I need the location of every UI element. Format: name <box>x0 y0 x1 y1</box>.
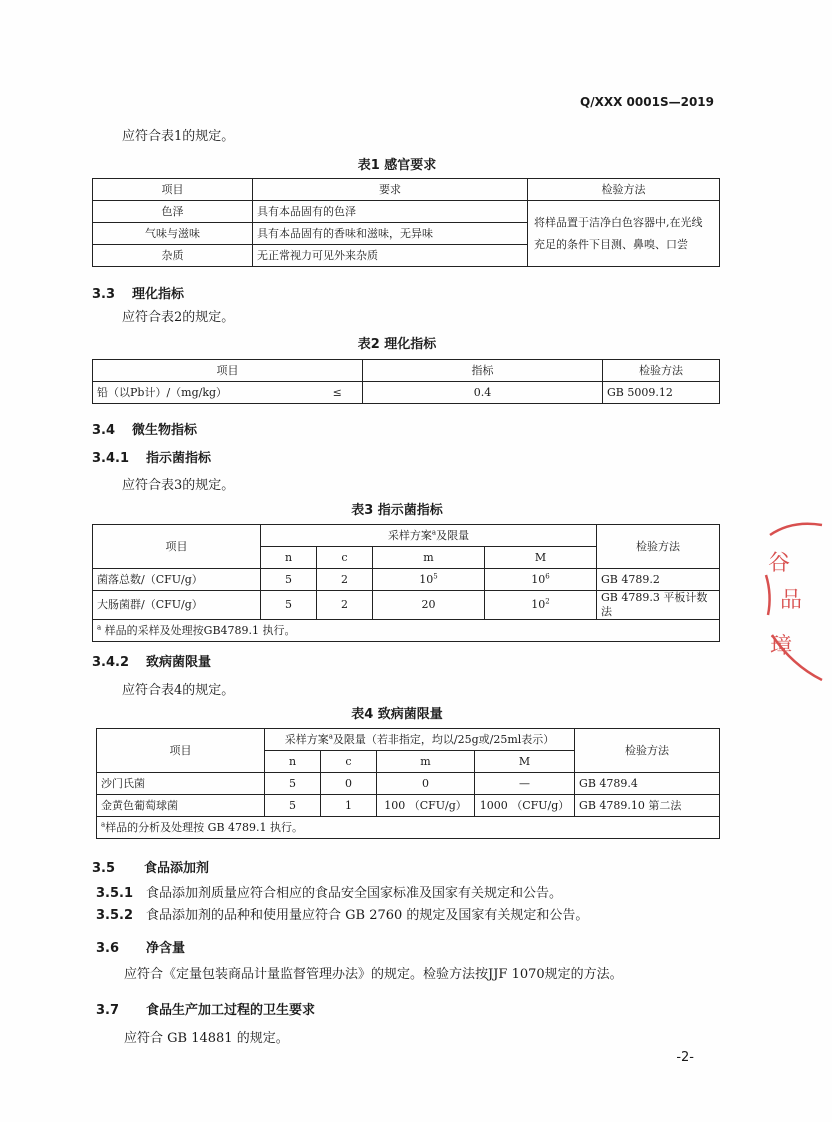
footnote-text: 样品的分析及处理按 GB 4789.1 执行。 <box>105 820 304 834</box>
table-note-row <box>97 817 720 839</box>
table-row <box>93 382 720 404</box>
seal-stamp-icon <box>762 515 832 695</box>
footnote-mark: a <box>97 622 102 631</box>
table-cell: — <box>475 773 575 795</box>
footnote-text: 样品的采样及处理按GB4789.1 执行。 <box>101 623 296 637</box>
column-header: 项目 <box>93 360 363 382</box>
table-header-row <box>93 179 720 201</box>
column-header: 检验方法 <box>597 525 720 569</box>
plan-label: 采样方案 <box>387 528 432 542</box>
table-cell: 0.4 <box>363 382 603 404</box>
section-number: 3.4.1 <box>92 451 130 466</box>
table-row <box>97 795 720 817</box>
section-heading <box>92 419 197 438</box>
section-title: 食品添加剂 <box>144 861 210 876</box>
table-cell: 无正常视力可见外来杂质 <box>253 245 528 267</box>
table-header-row <box>93 525 720 547</box>
table-note-row <box>93 620 720 642</box>
clause-text: 食品添加剂的品种和使用量应符合 GB 2760 的规定及国家有关规定和公告。 <box>146 908 589 923</box>
column-header-plan <box>265 729 575 751</box>
table-cell: 铅（以Pb计）/（mg/kg） <box>93 382 313 404</box>
table-cell <box>485 569 597 591</box>
clause <box>96 882 562 901</box>
exponent: 6 <box>545 571 550 580</box>
table-cell: 色泽 <box>93 201 253 223</box>
section-title: 净含量 <box>146 941 186 956</box>
table-row <box>93 591 720 620</box>
section-number: 3.4.2 <box>92 655 130 670</box>
table-indicator-bacteria <box>92 524 720 642</box>
section-number: 3.5 <box>92 861 116 876</box>
base-value: 10 <box>531 572 546 586</box>
table-cell: GB 4789.3 平板计数法 <box>597 591 720 620</box>
footnote-mark: a <box>431 527 437 536</box>
table-title: 表1 感官要求 <box>357 158 437 173</box>
table-cell: 沙门氏菌 <box>97 773 265 795</box>
table-cell <box>373 569 485 591</box>
table-cell: 0 <box>321 773 377 795</box>
plan-label-tail: 及限量 <box>436 528 470 542</box>
table-cell: 1 <box>321 795 377 817</box>
column-subheader: M <box>475 751 575 773</box>
plan-label-tail: 及限量（若非指定，均以/25g或/25ml表示） <box>332 732 555 746</box>
column-subheader: m <box>373 547 485 569</box>
table-cell: GB 4789.4 <box>575 773 720 795</box>
clause <box>96 904 588 923</box>
table-cell <box>485 591 597 620</box>
paragraph: 应符合 GB 14881 的规定。 <box>124 1031 289 1046</box>
section-heading <box>92 857 209 876</box>
column-subheader: m <box>377 751 475 773</box>
plan-label: 采样方案 <box>284 732 329 746</box>
table-cell: 20 <box>373 591 485 620</box>
clause-number: 3.5.1 <box>96 886 134 901</box>
section-number: 3.3 <box>92 287 116 302</box>
page-number: -2- <box>676 1050 694 1065</box>
section-heading <box>96 937 185 956</box>
column-header: 检验方法 <box>528 179 720 201</box>
column-subheader: n <box>261 547 317 569</box>
table-footnote <box>93 620 720 642</box>
svg-text:品: 品 <box>780 588 803 613</box>
table-cell: GB 4789.2 <box>597 569 720 591</box>
footnote-mark: a <box>101 819 106 828</box>
table-header-row <box>93 360 720 382</box>
table-cell: 金黄色葡萄球菌 <box>97 795 265 817</box>
paragraph: 应符合表2的规定。 <box>122 310 235 325</box>
table-cell: 0 <box>377 773 475 795</box>
table-cell: GB 4789.10 第二法 <box>575 795 720 817</box>
table-cell: 5 <box>261 569 317 591</box>
paragraph: 应符合表4的规定。 <box>122 683 235 698</box>
table-footnote <box>97 817 720 839</box>
section-title: 指示菌指标 <box>146 451 212 466</box>
table-cell: 1000 （CFU/g） <box>475 795 575 817</box>
column-subheader: c <box>321 751 377 773</box>
section-heading <box>92 283 184 302</box>
column-header: 要求 <box>253 179 528 201</box>
section-number: 3.4 <box>92 423 116 438</box>
paragraph: 应符合《定量包装商品计量监督管理办法》的规定。检验方法按JJF 1070规定的方法。 <box>124 967 623 982</box>
table-pathogens <box>96 728 720 839</box>
table-cell-method: 将样品置于洁净白色容器中,在光线充足的条件下目测、鼻嗅、口尝 <box>528 201 720 267</box>
table-cell: 100 （CFU/g） <box>377 795 475 817</box>
svg-text:璋: 璋 <box>770 634 793 659</box>
exponent: 5 <box>433 571 438 580</box>
table-cell: 5 <box>265 795 321 817</box>
column-header: 项目 <box>97 729 265 773</box>
column-subheader: n <box>265 751 321 773</box>
column-header: 项目 <box>93 179 253 201</box>
table-sensory <box>92 178 720 267</box>
table-cell: GB 5009.12 <box>603 382 720 404</box>
table-cell: 气味与滋味 <box>93 223 253 245</box>
exponent: 2 <box>545 597 550 606</box>
table-row <box>97 773 720 795</box>
base-value: 10 <box>419 572 434 586</box>
column-header: 检验方法 <box>575 729 720 773</box>
table-cell: 具有本品固有的色泽 <box>253 201 528 223</box>
table-title: 表2 理化指标 <box>357 337 437 352</box>
table-row <box>93 569 720 591</box>
base-value: 10 <box>531 598 546 611</box>
table-title: 表3 指示菌指标 <box>351 503 443 518</box>
section-heading <box>92 651 211 670</box>
section-heading <box>96 999 315 1018</box>
section-number: 3.6 <box>96 941 120 956</box>
table-cell: ≤ <box>313 382 363 404</box>
table-cell: 5 <box>265 773 321 795</box>
column-header: 检验方法 <box>603 360 720 382</box>
column-header-plan <box>261 525 597 547</box>
document-code: Q/XXX 0001S—2019 <box>580 95 714 109</box>
svg-text:谷: 谷 <box>768 551 791 576</box>
table-row <box>93 201 720 223</box>
section-title: 食品生产加工过程的卫生要求 <box>146 1003 316 1018</box>
section-number: 3.7 <box>96 1003 120 1018</box>
table-cell: 2 <box>317 569 373 591</box>
clause-number: 3.5.2 <box>96 908 134 923</box>
section-title: 致病菌限量 <box>146 655 212 670</box>
column-header: 项目 <box>93 525 261 569</box>
table-cell: 5 <box>261 591 317 620</box>
table-cell: 具有本品固有的香味和滋味，无异味 <box>253 223 528 245</box>
table-physicochemical <box>92 359 720 404</box>
paragraph: 应符合表1的规定。 <box>122 129 235 144</box>
table-title: 表4 致病菌限量 <box>351 707 443 722</box>
table-header-row <box>97 729 720 751</box>
section-heading <box>92 447 211 466</box>
table-cell: 杂质 <box>93 245 253 267</box>
section-title: 理化指标 <box>132 287 185 302</box>
column-subheader: c <box>317 547 373 569</box>
section-title: 微生物指标 <box>132 423 198 438</box>
column-header: 指标 <box>363 360 603 382</box>
column-subheader: M <box>485 547 597 569</box>
table-cell: 大肠菌群/（CFU/g） <box>93 591 261 620</box>
table-cell: 菌落总数/（CFU/g） <box>93 569 261 591</box>
clause-text: 食品添加剂质量应符合相应的食品安全国家标准及国家有关规定和公告。 <box>146 886 563 901</box>
paragraph: 应符合表3的规定。 <box>122 478 235 493</box>
table-cell: 2 <box>317 591 373 620</box>
footnote-mark: a <box>328 731 333 740</box>
